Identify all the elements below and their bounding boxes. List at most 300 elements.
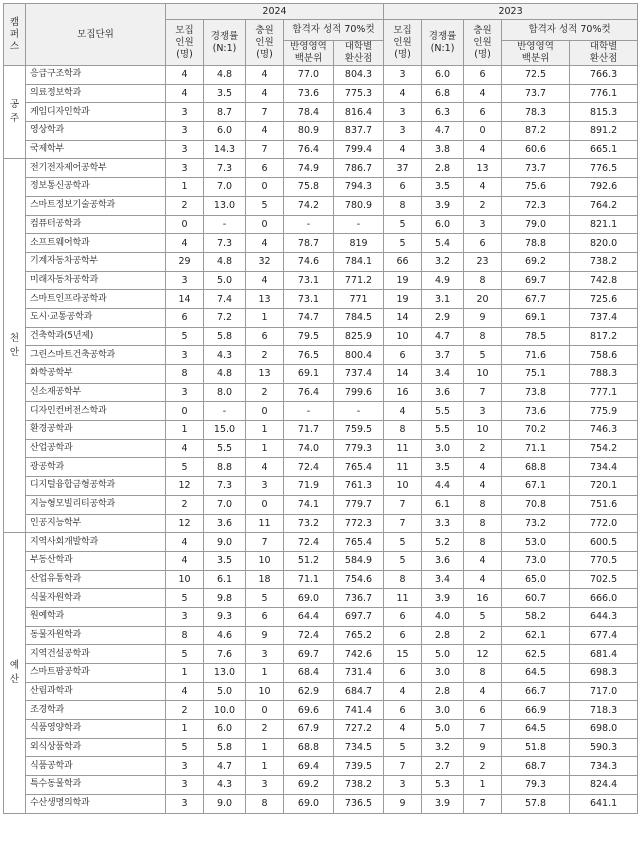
competition-2023-cell: 5.4: [422, 234, 464, 253]
department-name: 컴퓨터공학과: [26, 215, 166, 234]
competition-2024-cell: 9.8: [204, 589, 246, 608]
extra-2024-cell: 0: [246, 701, 284, 720]
recruit-2023-cell: 14: [384, 365, 422, 384]
extra-2023-cell: 5: [464, 607, 502, 626]
competition-2024-cell: 13.0: [204, 664, 246, 683]
recruit-2024-cell: 12: [166, 514, 204, 533]
competition-2023-cell: 4.7: [422, 122, 464, 141]
table-row: [4, 271, 638, 290]
table-row: [4, 607, 638, 626]
competition-2024-cell: 7.3: [204, 234, 246, 253]
area-pct-2024-cell: 74.6: [284, 252, 334, 271]
extra-2024-cell: 4: [246, 84, 284, 103]
recruit-2024-cell: 3: [166, 794, 204, 813]
area-pct-2024-cell: 74.2: [284, 196, 334, 215]
extra-2024-cell: 7: [246, 533, 284, 552]
recruit-2023-cell: 6: [384, 664, 422, 683]
univ-score-2024-cell: 794.3: [334, 178, 384, 197]
area-pct-2023-cell: 72.5: [502, 66, 570, 85]
campus-cell: 예산: [4, 533, 26, 813]
department-name: 스마트정보기술공학과: [26, 196, 166, 215]
area-pct-2023-cell: 70.8: [502, 495, 570, 514]
area-pct-2023-cell: 78.3: [502, 103, 570, 122]
department-name: 산업유통학과: [26, 570, 166, 589]
extra-2024-cell: 1: [246, 308, 284, 327]
extra-2023-cell: 2: [464, 757, 502, 776]
extra-2023-cell: 1: [464, 776, 502, 795]
extra-2023-cell: 8: [464, 327, 502, 346]
area-pct-2023-cell: 68.8: [502, 458, 570, 477]
recruit-2023-cell: 6: [384, 607, 422, 626]
competition-2023-cell: 3.9: [422, 794, 464, 813]
area-pct-2024-cell: 76.4: [284, 383, 334, 402]
area-pct-2024-cell: 71.7: [284, 421, 334, 440]
univ-score-2023-cell: 718.3: [570, 701, 638, 720]
table-row: [4, 589, 638, 608]
department-name: 산림과학과: [26, 682, 166, 701]
extra-2023-cell: 4: [464, 551, 502, 570]
area-pct-2024-cell: 77.0: [284, 66, 334, 85]
extra-2023-cell: 4: [464, 140, 502, 159]
competition-2023-cell: 6.3: [422, 103, 464, 122]
extra-2023-cell: 4: [464, 458, 502, 477]
area-pct-2023-cell: 73.0: [502, 551, 570, 570]
univ-score-2024-cell: 784.5: [334, 308, 384, 327]
header-area-pct-2023: 반영영역 백분위: [502, 41, 570, 66]
competition-2023-cell: 3.9: [422, 589, 464, 608]
competition-2024-cell: 10.0: [204, 701, 246, 720]
recruit-2024-cell: 8: [166, 365, 204, 384]
department-name: 디지털융합금형공학과: [26, 477, 166, 496]
recruit-2024-cell: 29: [166, 252, 204, 271]
extra-2023-cell: 2: [464, 196, 502, 215]
univ-score-2024-cell: 684.7: [334, 682, 384, 701]
extra-2024-cell: 1: [246, 757, 284, 776]
extra-2024-cell: 6: [246, 159, 284, 178]
univ-score-2024-cell: 799.4: [334, 140, 384, 159]
univ-score-2024-cell: 738.2: [334, 776, 384, 795]
recruit-2023-cell: 14: [384, 308, 422, 327]
area-pct-2024-cell: 69.1: [284, 365, 334, 384]
department-name: 의료정보학과: [26, 84, 166, 103]
table-row: [4, 514, 638, 533]
competition-2024-cell: 8.8: [204, 458, 246, 477]
competition-2023-cell: 6.1: [422, 495, 464, 514]
univ-score-2023-cell: 766.3: [570, 66, 638, 85]
area-pct-2024-cell: 69.2: [284, 776, 334, 795]
area-pct-2024-cell: 76.4: [284, 140, 334, 159]
area-pct-2024-cell: 68.4: [284, 664, 334, 683]
area-pct-2024-cell: 69.0: [284, 589, 334, 608]
univ-score-2023-cell: 824.4: [570, 776, 638, 795]
department-name: 식품공학과: [26, 757, 166, 776]
extra-2023-cell: 9: [464, 308, 502, 327]
table-row: [4, 159, 638, 178]
table-row: [4, 682, 638, 701]
area-pct-2024-cell: -: [284, 215, 334, 234]
extra-2024-cell: 4: [246, 234, 284, 253]
competition-2023-cell: 2.7: [422, 757, 464, 776]
table-row: [4, 439, 638, 458]
recruit-2023-cell: 5: [384, 738, 422, 757]
table-row: [4, 103, 638, 122]
recruit-2023-cell: 8: [384, 421, 422, 440]
extra-2023-cell: 4: [464, 84, 502, 103]
univ-score-2023-cell: 717.0: [570, 682, 638, 701]
area-pct-2023-cell: 87.2: [502, 122, 570, 141]
recruit-2024-cell: 5: [166, 458, 204, 477]
table-row: [4, 533, 638, 552]
competition-2024-cell: 8.7: [204, 103, 246, 122]
table-row: [4, 66, 638, 85]
extra-2024-cell: 2: [246, 720, 284, 739]
competition-2024-cell: 4.3: [204, 346, 246, 365]
area-pct-2023-cell: 66.9: [502, 701, 570, 720]
table-row: [4, 720, 638, 739]
univ-score-2024-cell: 779.3: [334, 439, 384, 458]
univ-score-2024-cell: 737.4: [334, 365, 384, 384]
competition-2024-cell: 5.0: [204, 271, 246, 290]
area-pct-2023-cell: 66.7: [502, 682, 570, 701]
department-name: 기계자동차공학부: [26, 252, 166, 271]
univ-score-2024-cell: -: [334, 402, 384, 421]
univ-score-2024-cell: 754.6: [334, 570, 384, 589]
area-pct-2023-cell: 72.3: [502, 196, 570, 215]
competition-2023-cell: 3.2: [422, 738, 464, 757]
univ-score-2023-cell: 644.3: [570, 607, 638, 626]
extra-2024-cell: 8: [246, 794, 284, 813]
area-pct-2024-cell: 74.1: [284, 495, 334, 514]
univ-score-2024-cell: 786.7: [334, 159, 384, 178]
area-pct-2024-cell: 74.9: [284, 159, 334, 178]
department-name: 화학공학부: [26, 365, 166, 384]
univ-score-2023-cell: 641.1: [570, 794, 638, 813]
recruit-2024-cell: 4: [166, 84, 204, 103]
table-row: [4, 234, 638, 253]
competition-2023-cell: 4.7: [422, 327, 464, 346]
table-row: [4, 383, 638, 402]
recruit-2023-cell: 19: [384, 290, 422, 309]
recruit-2023-cell: 37: [384, 159, 422, 178]
area-pct-2024-cell: 78.4: [284, 103, 334, 122]
competition-2023-cell: 2.8: [422, 626, 464, 645]
univ-score-2023-cell: 677.4: [570, 626, 638, 645]
competition-2024-cell: -: [204, 402, 246, 421]
univ-score-2023-cell: 702.5: [570, 570, 638, 589]
recruit-2024-cell: 5: [166, 327, 204, 346]
area-pct-2023-cell: 57.8: [502, 794, 570, 813]
competition-2024-cell: 15.0: [204, 421, 246, 440]
univ-score-2024-cell: 736.7: [334, 589, 384, 608]
area-pct-2024-cell: 73.1: [284, 290, 334, 309]
competition-2023-cell: 3.4: [422, 365, 464, 384]
recruit-2023-cell: 8: [384, 196, 422, 215]
table-row: [4, 196, 638, 215]
area-pct-2024-cell: 69.4: [284, 757, 334, 776]
extra-2024-cell: 2: [246, 346, 284, 365]
extra-2023-cell: 23: [464, 252, 502, 271]
department-name: 지능형모빌리티공학과: [26, 495, 166, 514]
area-pct-2023-cell: 69.1: [502, 308, 570, 327]
extra-2024-cell: 7: [246, 103, 284, 122]
area-pct-2023-cell: 73.8: [502, 383, 570, 402]
table-row: [4, 122, 638, 141]
area-pct-2024-cell: 73.1: [284, 271, 334, 290]
area-pct-2024-cell: -: [284, 402, 334, 421]
univ-score-2023-cell: 815.3: [570, 103, 638, 122]
recruit-2023-cell: 4: [384, 720, 422, 739]
table-row: [4, 794, 638, 813]
recruit-2023-cell: 6: [384, 178, 422, 197]
univ-score-2023-cell: 665.1: [570, 140, 638, 159]
header-extra-2023: 충원 인원 (명): [464, 20, 502, 66]
univ-score-2024-cell: -: [334, 215, 384, 234]
competition-2023-cell: 3.6: [422, 551, 464, 570]
recruit-2023-cell: 10: [384, 327, 422, 346]
table-row: [4, 495, 638, 514]
area-pct-2023-cell: 78.5: [502, 327, 570, 346]
department-name: 외식상품학과: [26, 738, 166, 757]
competition-2024-cell: 7.0: [204, 178, 246, 197]
extra-2024-cell: 13: [246, 290, 284, 309]
univ-score-2023-cell: 772.0: [570, 514, 638, 533]
univ-score-2024-cell: 772.3: [334, 514, 384, 533]
recruit-2024-cell: 12: [166, 477, 204, 496]
area-pct-2023-cell: 73.7: [502, 159, 570, 178]
competition-2023-cell: 3.9: [422, 196, 464, 215]
recruit-2024-cell: 3: [166, 159, 204, 178]
department-name: 지역건설공학과: [26, 645, 166, 664]
area-pct-2023-cell: 58.2: [502, 607, 570, 626]
recruit-2023-cell: 5: [384, 234, 422, 253]
univ-score-2024-cell: 736.5: [334, 794, 384, 813]
competition-2023-cell: 5.0: [422, 645, 464, 664]
univ-score-2024-cell: 759.5: [334, 421, 384, 440]
header-year-2024: 2024: [166, 4, 384, 20]
competition-2023-cell: 4.9: [422, 271, 464, 290]
extra-2023-cell: 8: [464, 271, 502, 290]
univ-score-2023-cell: 600.5: [570, 533, 638, 552]
competition-2023-cell: 3.1: [422, 290, 464, 309]
recruit-2024-cell: 1: [166, 178, 204, 197]
department-name: 그린스마트건축공학과: [26, 346, 166, 365]
univ-score-2024-cell: 825.9: [334, 327, 384, 346]
recruit-2024-cell: 8: [166, 626, 204, 645]
extra-2023-cell: 5: [464, 346, 502, 365]
extra-2024-cell: 4: [246, 458, 284, 477]
univ-score-2024-cell: 741.4: [334, 701, 384, 720]
univ-score-2023-cell: 891.2: [570, 122, 638, 141]
univ-score-2024-cell: 739.5: [334, 757, 384, 776]
univ-score-2023-cell: 751.6: [570, 495, 638, 514]
department-name: 도시·교통공학과: [26, 308, 166, 327]
extra-2024-cell: 10: [246, 551, 284, 570]
recruit-2023-cell: 7: [384, 495, 422, 514]
competition-2024-cell: 4.8: [204, 252, 246, 271]
competition-2024-cell: 4.7: [204, 757, 246, 776]
univ-score-2024-cell: 780.9: [334, 196, 384, 215]
header-area-pct-2024: 반영영역 백분위: [284, 41, 334, 66]
recruit-2024-cell: 2: [166, 701, 204, 720]
area-pct-2024-cell: 72.4: [284, 626, 334, 645]
recruit-2023-cell: 4: [384, 402, 422, 421]
department-name: 원예학과: [26, 607, 166, 626]
extra-2023-cell: 20: [464, 290, 502, 309]
area-pct-2023-cell: 73.6: [502, 402, 570, 421]
table-row: [4, 776, 638, 795]
recruit-2024-cell: 4: [166, 66, 204, 85]
area-pct-2024-cell: 69.0: [284, 794, 334, 813]
recruit-2024-cell: 0: [166, 215, 204, 234]
extra-2023-cell: 13: [464, 159, 502, 178]
univ-score-2023-cell: 770.5: [570, 551, 638, 570]
competition-2023-cell: 3.2: [422, 252, 464, 271]
univ-score-2024-cell: 800.4: [334, 346, 384, 365]
recruit-2023-cell: 5: [384, 215, 422, 234]
department-name: 국제학부: [26, 140, 166, 159]
univ-score-2024-cell: 771: [334, 290, 384, 309]
recruit-2023-cell: 19: [384, 271, 422, 290]
univ-score-2024-cell: 765.2: [334, 626, 384, 645]
extra-2024-cell: 5: [246, 196, 284, 215]
department-name: 산업공학과: [26, 439, 166, 458]
area-pct-2024-cell: 75.8: [284, 178, 334, 197]
competition-2024-cell: 4.8: [204, 66, 246, 85]
recruit-2024-cell: 1: [166, 664, 204, 683]
competition-2024-cell: 7.3: [204, 159, 246, 178]
department-name: 영상학과: [26, 122, 166, 141]
area-pct-2024-cell: 72.4: [284, 458, 334, 477]
area-pct-2024-cell: 64.4: [284, 607, 334, 626]
univ-score-2024-cell: 731.4: [334, 664, 384, 683]
recruit-2023-cell: 66: [384, 252, 422, 271]
area-pct-2023-cell: 64.5: [502, 720, 570, 739]
competition-2023-cell: 3.0: [422, 439, 464, 458]
area-pct-2023-cell: 67.1: [502, 477, 570, 496]
extra-2023-cell: 6: [464, 701, 502, 720]
department-name: 조경학과: [26, 701, 166, 720]
area-pct-2023-cell: 67.7: [502, 290, 570, 309]
recruit-2023-cell: 8: [384, 570, 422, 589]
header-campus: 캠퍼스: [4, 4, 26, 66]
recruit-2024-cell: 4: [166, 234, 204, 253]
extra-2024-cell: 10: [246, 682, 284, 701]
univ-score-2024-cell: 816.4: [334, 103, 384, 122]
area-pct-2024-cell: 71.9: [284, 477, 334, 496]
area-pct-2023-cell: 62.5: [502, 645, 570, 664]
table-row: [4, 664, 638, 683]
table-row: [4, 626, 638, 645]
extra-2023-cell: 0: [464, 122, 502, 141]
extra-2024-cell: 5: [246, 589, 284, 608]
header-unit: 모집단위: [26, 4, 166, 66]
competition-2024-cell: 6.0: [204, 122, 246, 141]
competition-2023-cell: 2.9: [422, 308, 464, 327]
table-row: [4, 308, 638, 327]
recruit-2023-cell: 3: [384, 776, 422, 795]
univ-score-2023-cell: 738.2: [570, 252, 638, 271]
competition-2024-cell: 6.1: [204, 570, 246, 589]
competition-2024-cell: 3.5: [204, 551, 246, 570]
competition-2023-cell: 6.8: [422, 84, 464, 103]
univ-score-2023-cell: 720.1: [570, 477, 638, 496]
department-name: 지역사회개발학과: [26, 533, 166, 552]
competition-2023-cell: 3.4: [422, 570, 464, 589]
univ-score-2023-cell: 666.0: [570, 589, 638, 608]
extra-2024-cell: 7: [246, 140, 284, 159]
univ-score-2024-cell: 771.2: [334, 271, 384, 290]
table-row: [4, 458, 638, 477]
univ-score-2023-cell: 777.1: [570, 383, 638, 402]
area-pct-2023-cell: 79.3: [502, 776, 570, 795]
univ-score-2023-cell: 758.6: [570, 346, 638, 365]
competition-2023-cell: 5.3: [422, 776, 464, 795]
univ-score-2024-cell: 584.9: [334, 551, 384, 570]
extra-2024-cell: 0: [246, 215, 284, 234]
area-pct-2024-cell: 71.1: [284, 570, 334, 589]
competition-2023-cell: 3.8: [422, 140, 464, 159]
extra-2024-cell: 4: [246, 271, 284, 290]
univ-score-2023-cell: 764.2: [570, 196, 638, 215]
department-name: 광공학과: [26, 458, 166, 477]
department-name: 환경공학과: [26, 421, 166, 440]
univ-score-2023-cell: 775.9: [570, 402, 638, 421]
header-competition-2024: 경쟁률 (N:1): [204, 20, 246, 66]
recruit-2023-cell: 11: [384, 439, 422, 458]
area-pct-2024-cell: 72.4: [284, 533, 334, 552]
area-pct-2024-cell: 69.7: [284, 645, 334, 664]
recruit-2023-cell: 3: [384, 66, 422, 85]
competition-2024-cell: 7.3: [204, 477, 246, 496]
univ-score-2023-cell: 820.0: [570, 234, 638, 253]
univ-score-2023-cell: 817.2: [570, 327, 638, 346]
recruit-2023-cell: 11: [384, 589, 422, 608]
recruit-2023-cell: 5: [384, 551, 422, 570]
competition-2023-cell: 3.6: [422, 383, 464, 402]
area-pct-2024-cell: 74.7: [284, 308, 334, 327]
area-pct-2023-cell: 79.0: [502, 215, 570, 234]
extra-2024-cell: 1: [246, 664, 284, 683]
recruit-2024-cell: 5: [166, 589, 204, 608]
competition-2024-cell: 13.0: [204, 196, 246, 215]
department-name: 수산생명의학과: [26, 794, 166, 813]
extra-2024-cell: 18: [246, 570, 284, 589]
area-pct-2023-cell: 69.7: [502, 271, 570, 290]
department-name: 응급구조학과: [26, 66, 166, 85]
extra-2024-cell: 6: [246, 607, 284, 626]
extra-2024-cell: 3: [246, 776, 284, 795]
campus-cell: 공주: [4, 66, 26, 159]
area-pct-2023-cell: 62.1: [502, 626, 570, 645]
table-row: [4, 645, 638, 664]
competition-2024-cell: 14.3: [204, 140, 246, 159]
recruit-2023-cell: 7: [384, 514, 422, 533]
competition-2024-cell: 4.6: [204, 626, 246, 645]
recruit-2023-cell: 10: [384, 477, 422, 496]
recruit-2024-cell: 3: [166, 103, 204, 122]
header-year-2023: 2023: [384, 4, 638, 20]
extra-2024-cell: 0: [246, 495, 284, 514]
recruit-2024-cell: 4: [166, 551, 204, 570]
area-pct-2023-cell: 78.8: [502, 234, 570, 253]
extra-2024-cell: 11: [246, 514, 284, 533]
univ-score-2023-cell: 754.2: [570, 439, 638, 458]
area-pct-2024-cell: 76.5: [284, 346, 334, 365]
extra-2024-cell: 4: [246, 122, 284, 141]
competition-2024-cell: 5.8: [204, 738, 246, 757]
area-pct-2023-cell: 71.1: [502, 439, 570, 458]
competition-2023-cell: 2.8: [422, 159, 464, 178]
